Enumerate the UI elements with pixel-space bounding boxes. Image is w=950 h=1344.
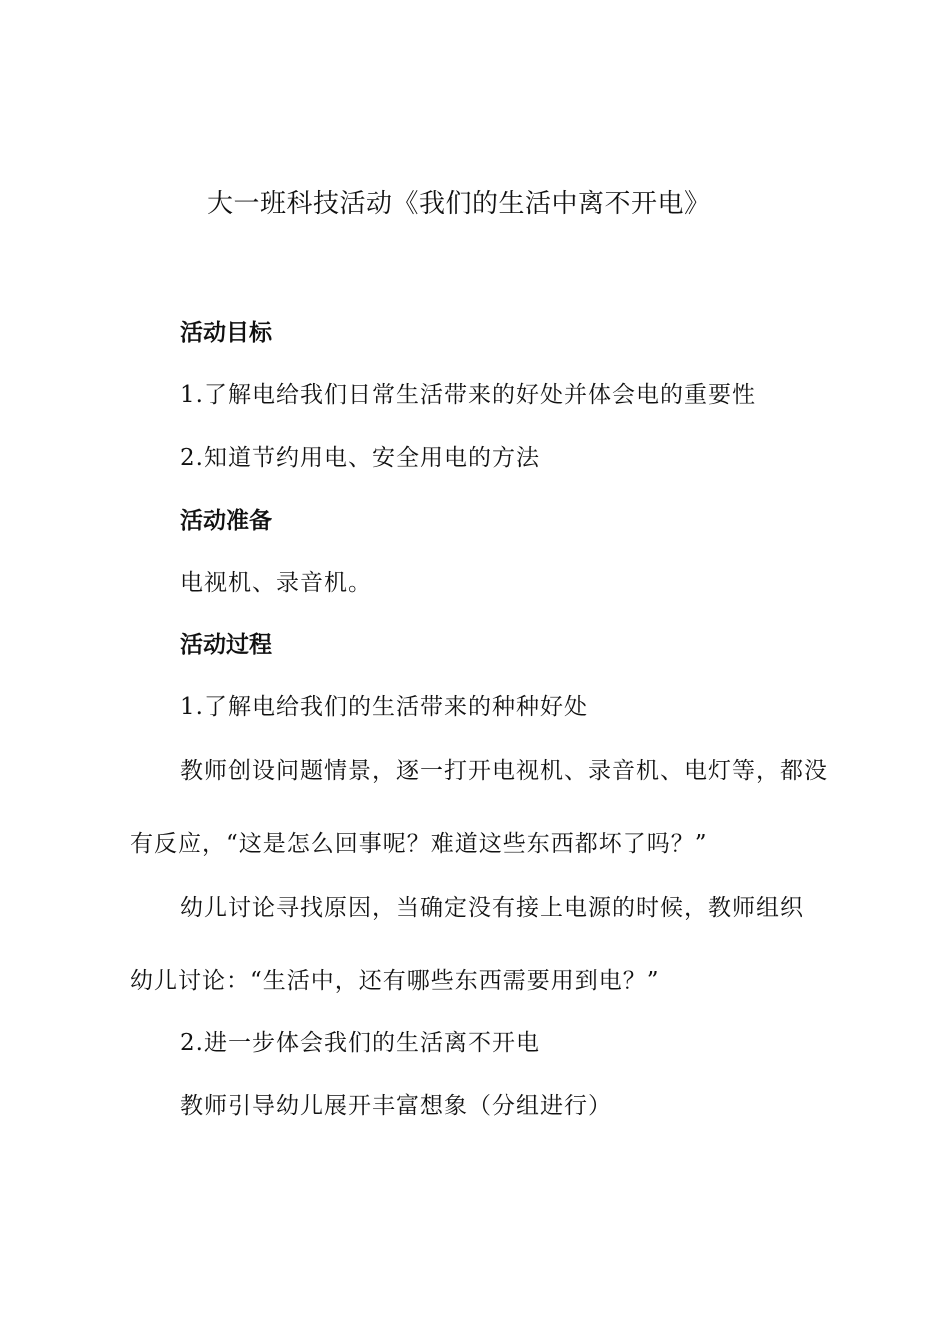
section-heading-goals: 活动目标 (180, 320, 272, 346)
paragraph-1-line-1: 教师创设问题情景，逐一打开电视机、录音机、电灯等，都没 (180, 758, 828, 784)
paragraph-2-line-2: 幼儿讨论：“生活中，还有哪些东西需要用到电？” (130, 968, 660, 994)
document-title: 大一班科技活动《我们的生活中离不开电》 (207, 189, 711, 219)
section-heading-preparation: 活动准备 (180, 508, 272, 534)
section-heading-process: 活动过程 (180, 632, 272, 658)
process-step-1: 1.了解电给我们的生活带来的种种好处 (180, 694, 588, 720)
paragraph-2-line-1: 幼儿讨论寻找原因，当确定没有接上电源的时候，教师组织 (180, 895, 804, 921)
paragraph-1-line-2: 有反应，“这是怎么回事呢？难道这些东西都坏了吗？” (130, 831, 708, 857)
process-step-2: 2.进一步体会我们的生活离不开电 (180, 1030, 540, 1056)
goal-item-2: 2.知道节约用电、安全用电的方法 (180, 445, 540, 471)
goal-item-1: 1.了解电给我们日常生活带来的好处并体会电的重要性 (180, 382, 756, 408)
preparation-text: 电视机、录音机。 (180, 570, 372, 596)
paragraph-3: 教师引导幼儿展开丰富想象（分组进行） (180, 1093, 612, 1119)
